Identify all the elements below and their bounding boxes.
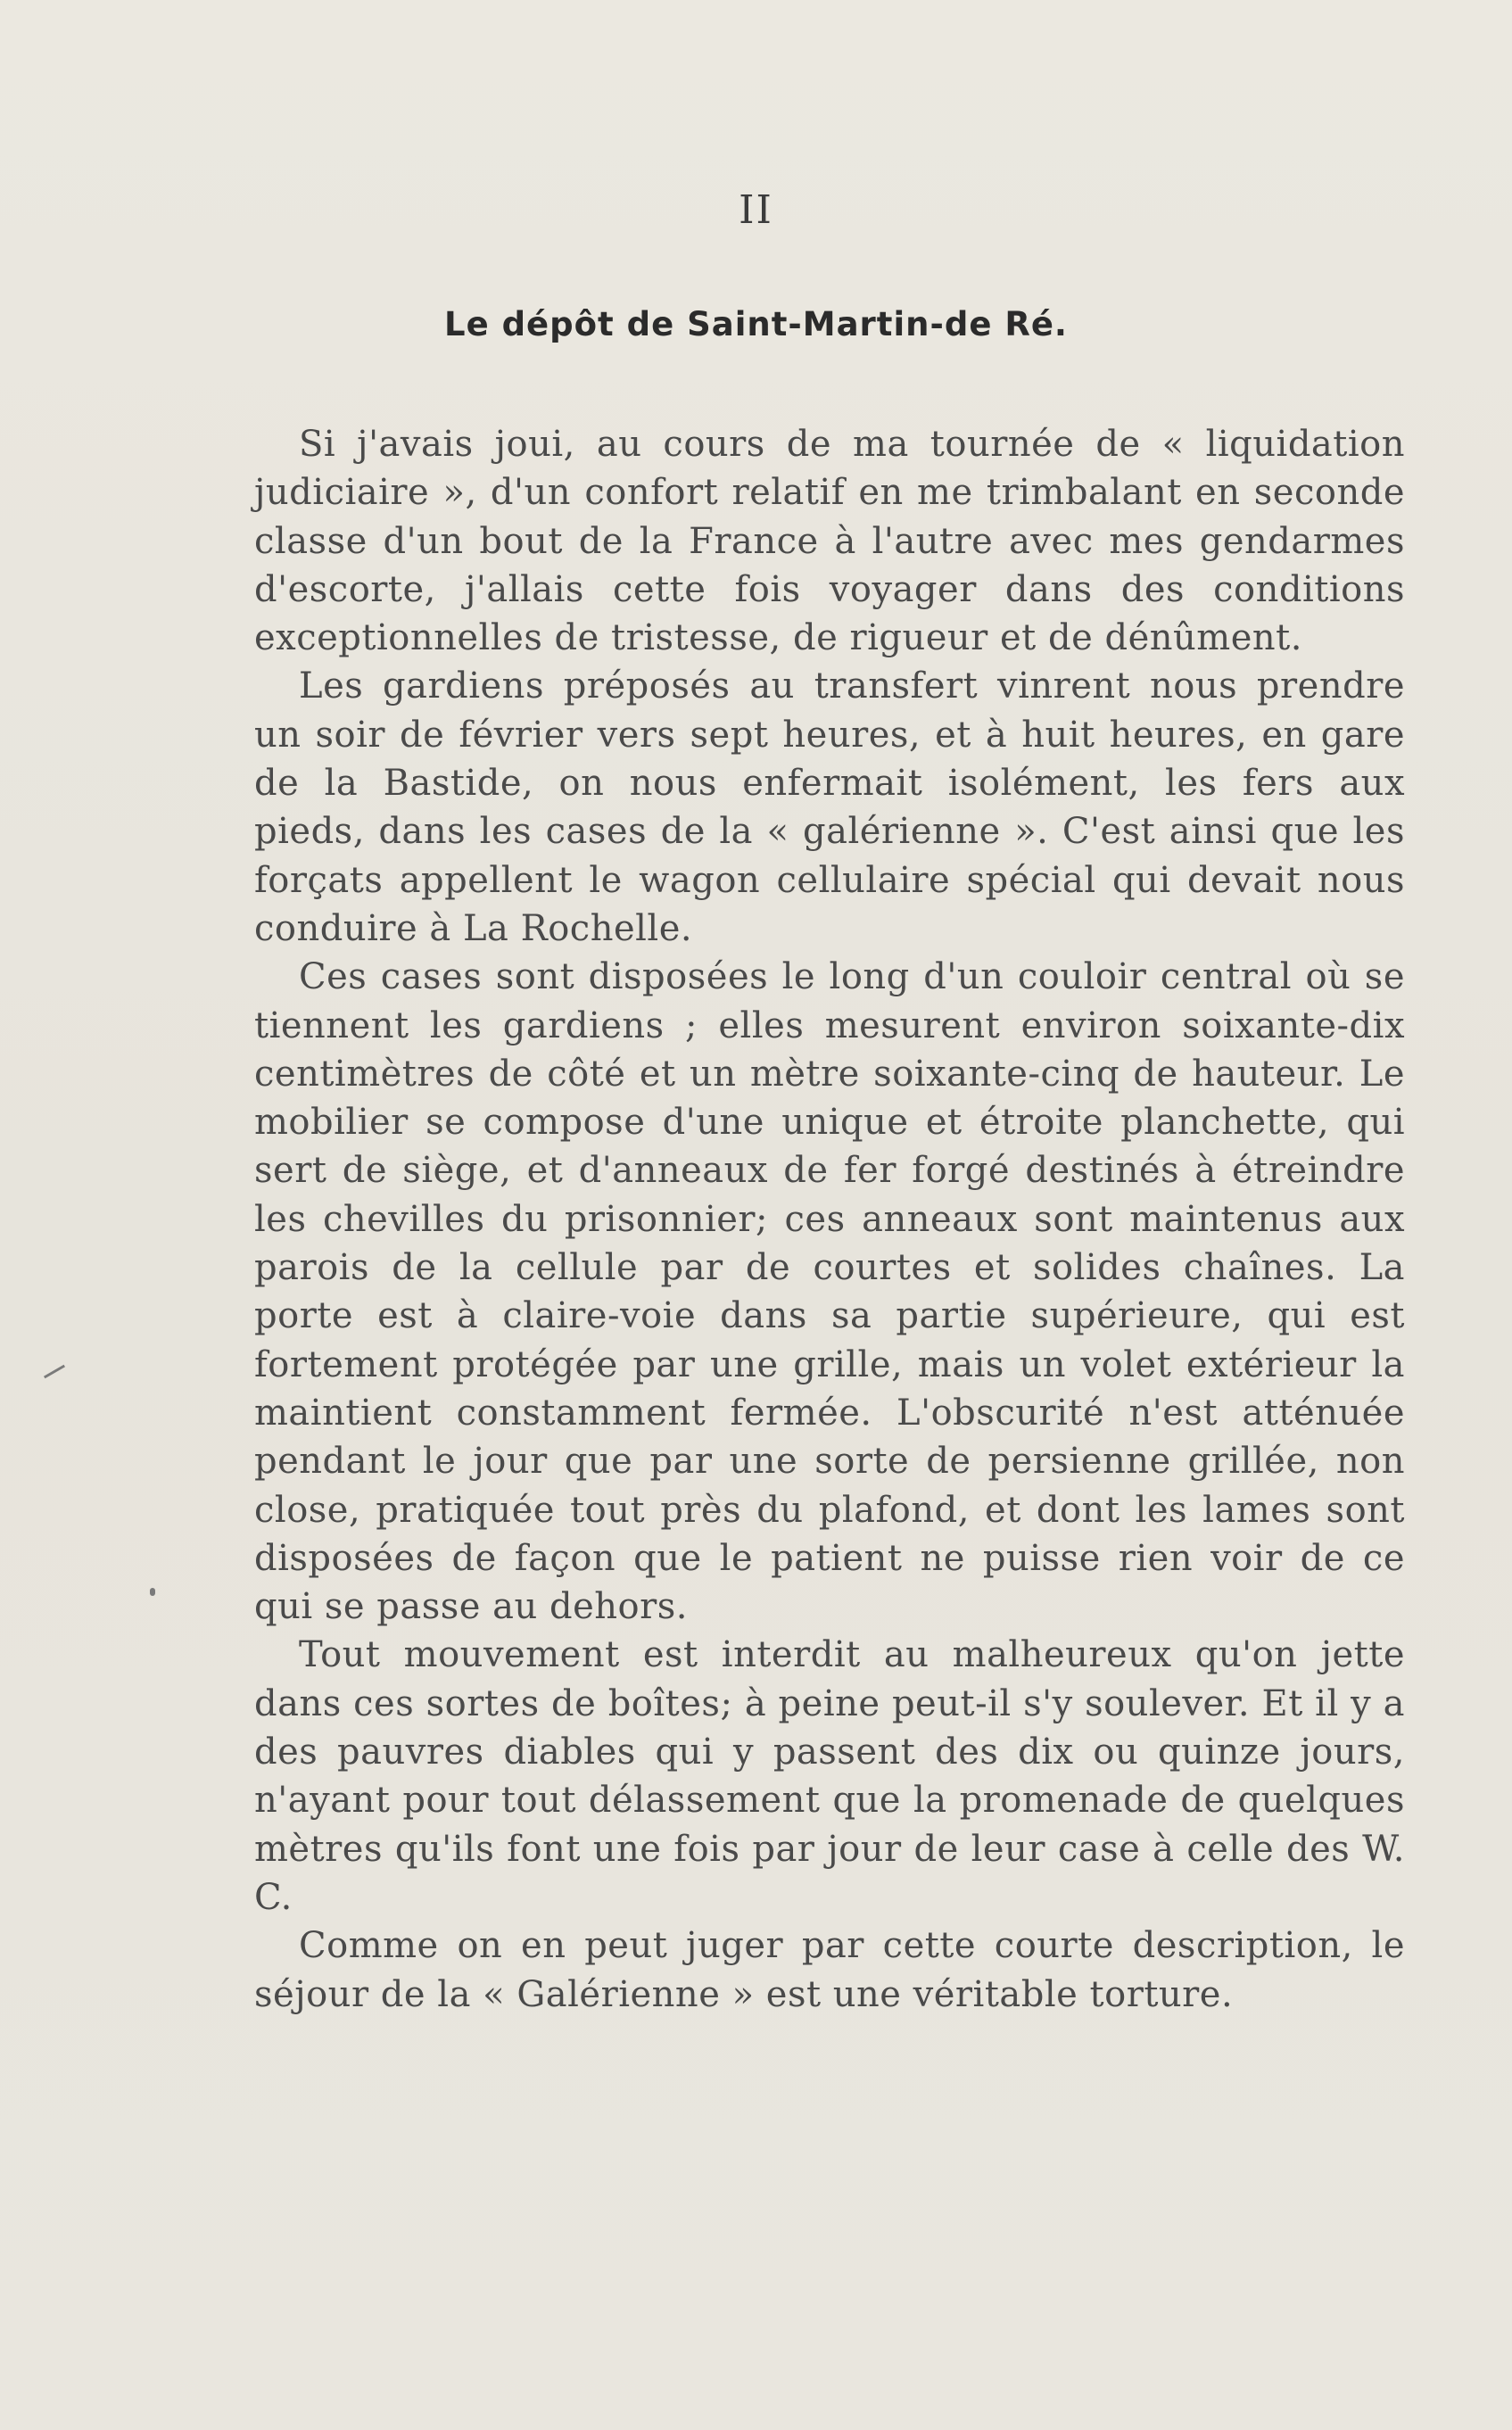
- paragraph: Tout mouvement est interdit au malheureux qu'on jette dans ces sortes de boîtes; à peine peut-il s'y soulever. Et il y a des pauvres diables qui y passent des dix ou quinze jours, n'ayant pour tout délassement que la promenade de quelques mètres qu'ils font une fois par jour de leur case à celle des W. C.: [254, 1634, 1405, 1918]
- paragraph: Les gardiens préposés au transfert vinrent nous prendre un soir de février vers sept heures, et à huit heures, en gare de la Bastide, on nous enfermait isolément, les fers aux pieds, dans les cases de la « galérienne ». C'est ainsi que les forçats appellent le wagon cellulaire spécial qui devait nous conduire à La Rochelle.: [254, 665, 1405, 949]
- chapter-number: II: [739, 187, 773, 233]
- paper-speck: [44, 1365, 65, 1379]
- chapter-body: [254, 420, 1405, 2019]
- paragraph: Si j'avais joui, au cours de ma tournée de « liquidation judiciaire », d'un confort relatif en me trimbalant en seconde classe d'un bout de la France à l'autre avec mes gendarmes d'escorte, j'allais cette fois voyager dans des conditions exceptionnelles de tristesse, de rigueur et de dénûment.: [254, 424, 1405, 659]
- paragraph: Ces cases sont disposées le long d'un couloir central où se tiennent les gardiens ; elles mesurent environ soixante-dix centimètres de côté et un mètre soixante-cinq de hauteur. Le mobilier se compose d'une unique et étroite planchette, qui sert de siège, et d'anneaux de fer forgé destinés à étreindre les chevilles du prisonnier; ces anneaux sont maintenus aux parois de la cellule par de courtes et solides chaînes. La porte est à claire-voie dans sa partie supérieure, qui est fortement protégée par une grille, mais un volet extérieur la maintient constamment fermée. L'obscurité n'est atténuée pendant le jour que par une sorte de persienne grillée, non close, pratiquée tout près du plafond, et dont les lames sont disposées de façon que le patient ne puisse rien voir de ce qui se passe au dehors.: [254, 956, 1405, 1628]
- chapter-title: Le dépôt de Saint-Martin-de Ré.: [444, 305, 1068, 343]
- paper-speck: [150, 1588, 155, 1596]
- paragraph: Comme on en peut juger par cette courte description, le séjour de la « Galérienne » est une véritable torture.: [254, 1925, 1405, 2015]
